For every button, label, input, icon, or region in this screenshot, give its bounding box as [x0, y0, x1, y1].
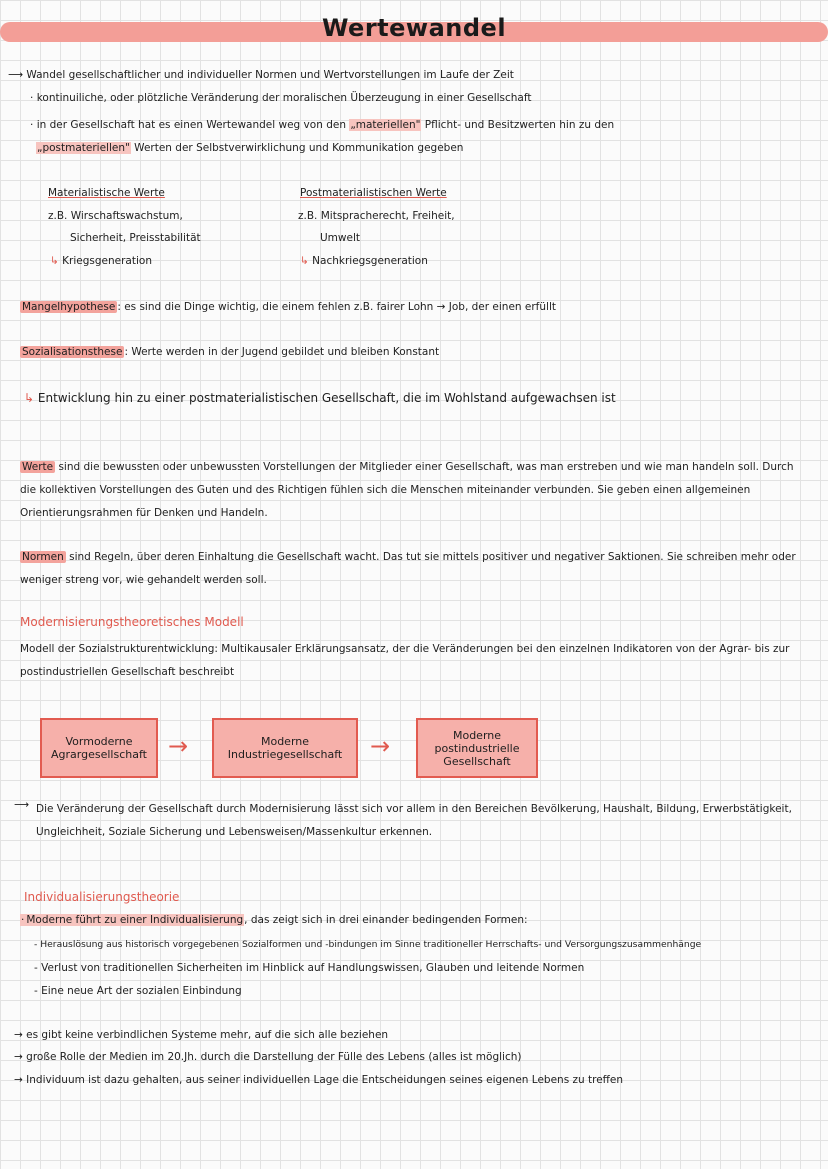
indiv-heading: Individualisierungstheorie	[24, 890, 180, 904]
sozialisationsthese: Sozialisationsthese : Werte werden in der Jugend gebildet und bleiben Konstant	[22, 346, 440, 358]
turn-arrow-icon: ↳	[300, 255, 309, 267]
turn-arrow-icon: ↳	[24, 391, 35, 405]
postmaterialistic-line-1: z.B. Mitspracherecht, Freiheit,	[298, 210, 455, 222]
indiv-bullet-1: - Herauslösung aus historisch vorgegebenen Sozialformen und -bindungen im Sinne traditioneller Herrschafts- und Versorgungszusammenhänge	[34, 939, 702, 950]
postmaterialistic-line-2: Umwelt	[320, 232, 360, 244]
intro-line-1: ⟶ Wandel gesellschaftlicher und individueller Normen und Wertvorstellungen im Laufe der Zeit	[8, 69, 514, 81]
bullet-dot-icon: ·	[30, 119, 34, 131]
hypotheses-result: ↳ Entwicklung hin zu einer postmaterialistischen Gesellschaft, die im Wohlstand aufgewachsen ist	[24, 391, 616, 405]
turn-arrow-icon: ↳	[50, 255, 59, 267]
materialistic-line-3: ↳ Kriegsgeneration	[50, 255, 152, 267]
stage-box-postindustriell: Moderne postindustrielle Gesellschaft	[416, 718, 538, 778]
arrow-icon: ⟶	[8, 69, 24, 81]
werte-paragraph: Werte sind die bewussten oder unbewussten Vorstellungen der Mitglieder einer Gesellschaft, was man erstreben und wie man handeln soll. Durch die kollektiven Vorstellungen des Guten und des Richtigen fühlen sich die Menschen miteinander verbunden. Sie geben einen allgemeinen Orientierungsrahmen für Denken und Handeln.	[20, 461, 794, 519]
bullet-dot-icon: ·	[30, 92, 34, 104]
modell-text: Modell der Sozialstrukturentwicklung: Multikausaler Erklärungsansatz, der die Veränderungen bei den einzelnen Indikatoren von der Agrar- bis zur postindustriellen Gesellschaft beschreibt	[20, 643, 790, 678]
arrow-right-icon: →	[370, 732, 391, 760]
arrow-icon: →	[14, 1051, 23, 1063]
arrow-right-icon: →	[168, 732, 189, 760]
normen-paragraph: Normen sind Regeln, über deren Einhaltung die Gesellschaft wacht. Das tut sie mittels positiver und negativer Saktionen. Sie schreiben mehr oder weniger streng vor, wie gehandelt werden soll.	[20, 551, 796, 586]
indiv-conclusion-2: → große Rolle der Medien im 20.Jh. durch die Darstellung der Fülle des Lebens (alles ist möglich)	[14, 1051, 522, 1063]
indiv-bullet-3: - Eine neue Art der sozialen Einbindung	[34, 985, 242, 997]
page-title: Wertewandel	[321, 14, 507, 42]
intro-line-4: „postmateriellen" Werten der Selbstverwirklichung und Kommunikation gegeben	[37, 142, 464, 154]
modell-conclusion: Die Veränderung der Gesellschaft durch Modernisierung lässt sich vor allem in den Bereichen Bevölkerung, Haushalt, Bildung, Erwerbstätigkeit, Ungleichheit, Soziale Sicherung und Lebensweisen/Massenkultur erkennen.	[36, 803, 792, 838]
indiv-conclusion-3: → Individuum ist dazu gehalten, aus seiner individuellen Lage die Entscheidungen seines eigenen Lebens zu treffen	[14, 1074, 624, 1086]
materialistic-line-1: z.B. Wirschaftswachstum,	[48, 210, 183, 222]
indiv-conclusion-1: → es gibt keine verbindlichen Systeme mehr, auf die sich alle beziehen	[14, 1029, 389, 1041]
postmaterialistic-line-3: ↳ Nachkriegsgeneration	[300, 255, 428, 267]
arrow-icon: →	[14, 1074, 23, 1086]
mangelhypothese: Mangelhypothese : es sind die Dinge wichtig, die einem fehlen z.B. fairer Lohn → Job, der einen erfüllt	[22, 301, 556, 313]
stage-box-moderne: Moderne Industriegesellschaft	[212, 718, 358, 778]
materialistic-head: Materialistische Werte	[48, 187, 165, 199]
materialistic-line-2: Sicherheit, Preisstabilität	[70, 232, 201, 244]
intro-line-3: · in der Gesellschaft hat es einen Wertewandel weg von den „materiellen" Pflicht- und Besitzwerten hin zu den	[30, 119, 615, 131]
stage-box-vormoderne: Vormoderne Agrargesellschaft	[40, 718, 158, 778]
bullet-dot-icon: ·	[21, 914, 25, 926]
intro-line-2: · kontinuiliche, oder plötzliche Veränderung der moralischen Überzeugung in einer Gesellschaft	[30, 92, 532, 104]
indiv-bullet-2: - Verlust von traditionellen Sicherheiten im Hinblick auf Handlungswissen, Glauben und leitende Normen	[34, 962, 585, 974]
arrow-icon: ⟶	[14, 799, 30, 811]
indiv-lead: · Moderne führt zu einer Individualisierung, das zeigt sich in drei einander bedingenden Formen:	[21, 914, 528, 926]
modell-heading: Modernisierungstheoretisches Modell	[20, 615, 244, 629]
postmaterialistic-head: Postmaterialistischen Werte	[300, 187, 447, 199]
arrow-icon: →	[14, 1029, 23, 1041]
